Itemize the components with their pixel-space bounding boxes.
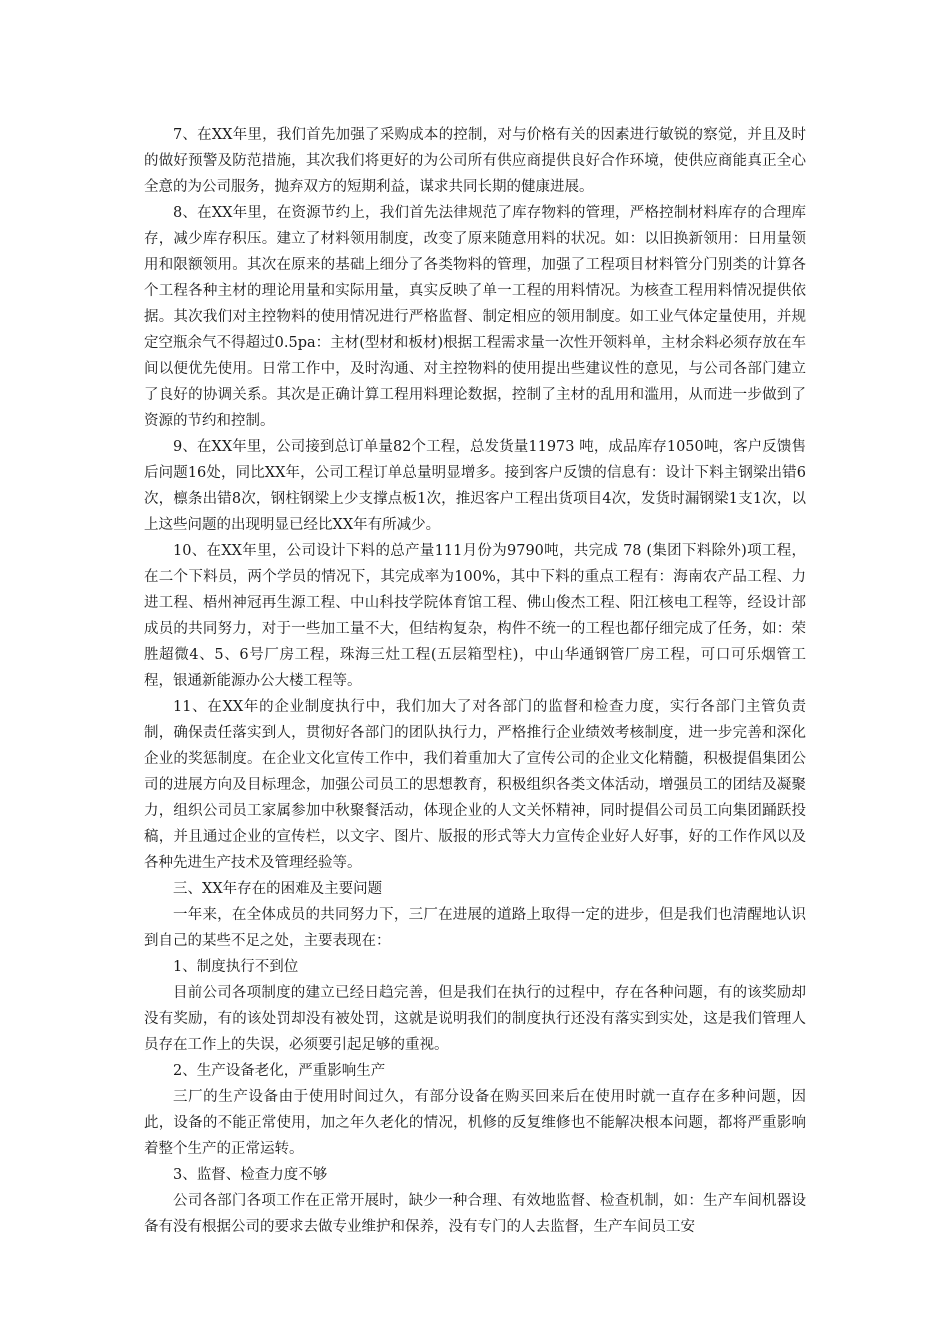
subheading-2: 2、生产设备老化，严重影响生产 bbox=[173, 1063, 386, 1079]
paragraph-item-10: 10、在XX年里，公司设计下料的总产量111月份为9790吨，共完成 78 (集团下料除外)项工程，在二个下料员，两个学员的情况下，其完成率为100%，其中下料的重点工程有：海南农产品工程、力进工程、梧州神冠再生源工程、中山科技学院体育馆工程、佛山俊杰工程、阳江核电工程等，经设计部成员的共同努力，对于一些加工量不大，但结构复杂，构件不统一的工程也都仔细完成了任务，如：荣胜超微4、5、6号厂房工程，珠海三灶工程(五层箱型柱)，中山华通钢管厂房工程，可口可乐烟管工程，银通新能源办公大楼工程等。 bbox=[144, 543, 806, 689]
subsection-paragraph-3: 公司各部门各项工作在正常开展时，缺少一种合理、有效地监督、检查机制，如：生产车间机器设备有没有根据公司的要求去做专业维护和保养，没有专门的人去监督，生产车间员工安 bbox=[144, 1193, 806, 1235]
paragraph-item-9: 9、在XX年里，公司接到总订单量82个工程，总发货量11973 吨，成品库存1050吨，客户反馈售后问题16处，同比XX年，公司工程订单总量明显增多。接到客户反馈的信息有：设计下料主钢梁出错6次，檩条出错8次，钢柱钢梁上少支撑点板1次，推迟客户工程出货项目4次，发货时漏钢梁1支1次，以上这些问题的出现明显已经比XX年有所减少。 bbox=[144, 439, 806, 533]
paragraph-item-7: 7、在XX年里，我们首先加强了采购成本的控制，对与价格有关的因素进行敏锐的察觉，并且及时的做好预警及防范措施，其次我们将更好的为公司所有供应商提供良好合作环境，使供应商能真正全心全意的为公司服务，抛弃双方的短期利益，谋求共同长期的健康进展。 bbox=[144, 127, 806, 195]
section-intro-paragraph: 一年来，在全体成员的共同努力下，三厂在进展的道路上取得一定的进步，但是我们也清醒地认识到自己的某些不足之处，主要表现在： bbox=[144, 907, 806, 949]
paragraph-item-11: 11、在XX年的企业制度执行中，我们加大了对各部门的监督和检查力度，实行各部门主管负责制，确保责任落实到人，贯彻好各部门的团队执行力，严格推行企业绩效考核制度，进一步完善和深化企业的奖惩制度。在企业文化宣传工作中，我们着重加大了宣传公司的企业文化精髓，积极提倡集团公司的进展方向及目标理念，加强公司员工的思想教育，积极组织各类文体活动，增强员工的团结及凝聚力，组织公司员工家属参加中秋聚餐活动，体现企业的人文关怀精神，同时提倡公司员工向集团踊跃投稿，并且通过企业的宣传栏，以文字、图片、版报的形式等大力宣传企业好人好事，好的工作作风以及各种先进生产技术及管理经验等。 bbox=[144, 699, 806, 871]
subsection-paragraph-2: 三厂的生产设备由于使用时间过久，有部分设备在购买回来后在使用时就一直存在多种问题，因此，设备的不能正常使用，加之年久老化的情况，机修的反复维修也不能解决根本问题，都将严重影响着整个生产的正常运转。 bbox=[144, 1089, 806, 1157]
document-page bbox=[144, 122, 806, 1240]
subheading-3: 3、监督、检查力度不够 bbox=[173, 1167, 328, 1183]
paragraph-item-8: 8、在XX年里，在资源节约上，我们首先法律规范了库存物料的管理，严格控制材料库存的合理库存，减少库存积压。建立了材料领用制度，改变了原来随意用料的状况。如：以旧换新领用：日用量领用和限额领用。其次在原来的基础上细分了各类物料的管理，加强了工程项目材料管分门别类的计算各个工程各种主材的理论用量和实际用量，真实反映了单一工程的用料情况。为核查工程用料情况提供依据。其次我们对主控物料的使用情况进行严格监督、制定相应的领用制度。如工业气体定量使用，并规定空瓶余气不得超过0.5pa：主材(型材和板材)根据工程需求量一次性开领料单，主材余料必须存放在车间以便优先使用。日常工作中，及时沟通、对主控物料的使用提出些建议性的意见，与公司各部门建立了良好的协调关系。其次是正确计算工程用料理论数据，控制了主材的乱用和滥用，从而进一步做到了资源的节约和控制。 bbox=[144, 205, 806, 429]
subheading-1: 1、制度执行不到位 bbox=[173, 959, 299, 975]
subsection-paragraph-1: 目前公司各项制度的建立已经日趋完善，但是我们在执行的过程中，存在各种问题，有的该奖励却没有奖励，有的该处罚却没有被处罚，这就是说明我们的制度执行还没有落实到实处，这是我们管理人员存在工作上的失误，必须要引起足够的重视。 bbox=[144, 985, 806, 1053]
section-heading-3: 三、XX年存在的困难及主要问题 bbox=[173, 881, 383, 897]
